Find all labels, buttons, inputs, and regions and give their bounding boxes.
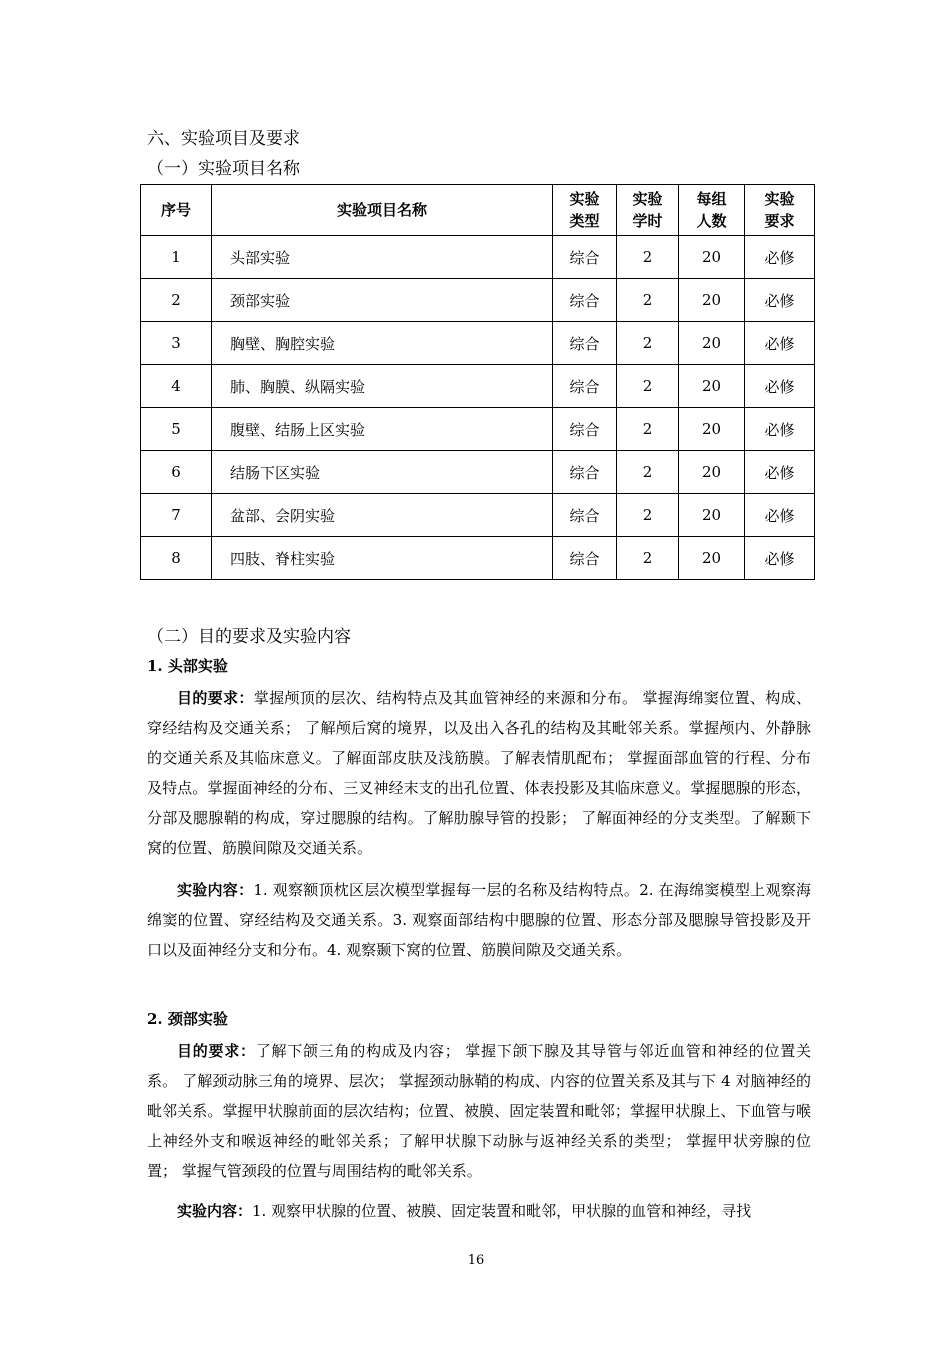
goal-label: 目的要求： — [177, 689, 254, 707]
cell-name: 颈部实验 — [212, 279, 553, 322]
cell-requirement: 必修 — [745, 537, 815, 580]
head-goal-paragraph — [147, 683, 811, 863]
cell-requirement: 必修 — [745, 279, 815, 322]
section-title-head: 1. 头部实验 — [147, 657, 228, 675]
cell-name: 四肢、脊柱实验 — [212, 537, 553, 580]
cell-name: 结肠下区实验 — [212, 451, 553, 494]
cell-group: 20 — [679, 494, 745, 537]
cell-hours: 2 — [617, 537, 679, 580]
col-header-group: 每组 人数 — [679, 185, 745, 236]
cell-hours: 2 — [617, 279, 679, 322]
cell-name: 腹壁、结肠上区实验 — [212, 408, 553, 451]
cell-hours: 2 — [617, 494, 679, 537]
content-text: 1. 观察甲状腺的位置、被膜、固定装置和毗邻，甲状腺的血管和神经，寻找 — [252, 1202, 752, 1220]
table-row — [141, 322, 815, 365]
cell-type: 综合 — [553, 537, 617, 580]
cell-name: 头部实验 — [212, 236, 553, 279]
cell-name: 肺、胸膜、纵隔实验 — [212, 365, 553, 408]
neck-content-paragraph — [147, 1196, 811, 1226]
cell-requirement: 必修 — [745, 365, 815, 408]
goal-label: 目的要求： — [177, 1042, 256, 1060]
cell-hours: 2 — [617, 408, 679, 451]
table-row — [141, 494, 815, 537]
content-label: 实验内容： — [177, 881, 254, 899]
col-header-requirement: 实验 要求 — [745, 185, 815, 236]
subsection-heading-content: （二）目的要求及实验内容 — [147, 627, 351, 647]
section-heading: 六、实验项目及要求 — [147, 129, 300, 149]
table-header-row — [141, 185, 815, 236]
cell-group: 20 — [679, 279, 745, 322]
cell-requirement: 必修 — [745, 322, 815, 365]
cell-index: 6 — [141, 451, 212, 494]
table-row — [141, 537, 815, 580]
cell-index: 5 — [141, 408, 212, 451]
cell-hours: 2 — [617, 451, 679, 494]
content-label: 实验内容： — [177, 1202, 253, 1220]
cell-group: 20 — [679, 537, 745, 580]
cell-requirement: 必修 — [745, 236, 815, 279]
cell-group: 20 — [679, 408, 745, 451]
cell-group: 20 — [679, 236, 745, 279]
cell-requirement: 必修 — [745, 494, 815, 537]
table-row — [141, 236, 815, 279]
cell-name: 盆部、会阴实验 — [212, 494, 553, 537]
col-header-type: 实验 类型 — [553, 185, 617, 236]
page-number: 16 — [467, 1253, 485, 1268]
cell-type: 综合 — [553, 451, 617, 494]
section-title-neck: 2. 颈部实验 — [147, 1010, 228, 1028]
cell-group: 20 — [679, 365, 745, 408]
cell-type: 综合 — [553, 494, 617, 537]
cell-type: 综合 — [553, 365, 617, 408]
cell-type: 综合 — [553, 236, 617, 279]
neck-goal-paragraph — [147, 1036, 811, 1186]
subsection-heading-items: （一）实验项目名称 — [147, 159, 300, 179]
cell-index: 1 — [141, 236, 212, 279]
cell-index: 8 — [141, 537, 212, 580]
cell-index: 3 — [141, 322, 212, 365]
table-row — [141, 451, 815, 494]
cell-index: 4 — [141, 365, 212, 408]
cell-index: 2 — [141, 279, 212, 322]
experiment-table — [140, 184, 815, 580]
goal-text: 了解下颌三角的构成及内容； 掌握下颌下腺及其导管与邻近血管和神经的位置关系。 了解颈动脉三角的境界、层次； 掌握颈动脉鞘的构成、内容的位置关系及其与下 4 对脑神经的毗邻关系。掌握甲状腺前面的层次结构；位置、被膜、固定装置和毗邻；掌握甲状腺上、下血管与喉上神经外支和喉返神经的毗邻关系；了解甲状腺下动脉与返神经关系的类型； 掌握甲状旁腺的位置； 掌握气管颈段的位置与周围结构的毗邻关系。 — [147, 1042, 811, 1180]
cell-name: 胸壁、胸腔实验 — [212, 322, 553, 365]
cell-requirement: 必修 — [745, 408, 815, 451]
cell-requirement: 必修 — [745, 451, 815, 494]
cell-group: 20 — [679, 451, 745, 494]
head-content-paragraph — [147, 875, 811, 965]
cell-type: 综合 — [553, 408, 617, 451]
col-header-index: 序号 — [141, 185, 212, 236]
goal-text: 掌握颅顶的层次、结构特点及其血管神经的来源和分布。 掌握海绵窦位置、构成、穿经结构及交通关系； 了解颅后窝的境界，以及出入各孔的结构及其毗邻关系。掌握颅内、外静脉的交通关系及其临床意义。了解面部皮肤及浅筋膜。了解表情肌配布； 掌握面部血管的行程、分布及特点。掌握面神经的分布、三叉神经末支的出孔位置、体表投影及其临床意义。掌握腮腺的形态，分部及腮腺鞘的构成，穿过腮腺的结构。了解肋腺导管的投影； 了解面神经的分支类型。了解颞下窝的位置、筋膜间隙及交通关系。 — [147, 689, 811, 857]
table-row — [141, 408, 815, 451]
cell-group: 20 — [679, 322, 745, 365]
col-header-hours: 实验 学时 — [617, 185, 679, 236]
table-row — [141, 365, 815, 408]
cell-hours: 2 — [617, 322, 679, 365]
cell-hours: 2 — [617, 236, 679, 279]
col-header-name: 实验项目名称 — [212, 185, 553, 236]
cell-type: 综合 — [553, 322, 617, 365]
content-text: 1. 观察额顶枕区层次模型掌握每一层的名称及结构特点。2. 在海绵窦模型上观察海绵窦的位置、穿经结构及交通关系。3. 观察面部结构中腮腺的位置、形态分部及腮腺导管投影及开口以及面神经分支和分布。4. 观察颞下窝的位置、筋膜间隙及交通关系。 — [147, 881, 811, 959]
table-row — [141, 279, 815, 322]
cell-type: 综合 — [553, 279, 617, 322]
cell-hours: 2 — [617, 365, 679, 408]
cell-index: 7 — [141, 494, 212, 537]
